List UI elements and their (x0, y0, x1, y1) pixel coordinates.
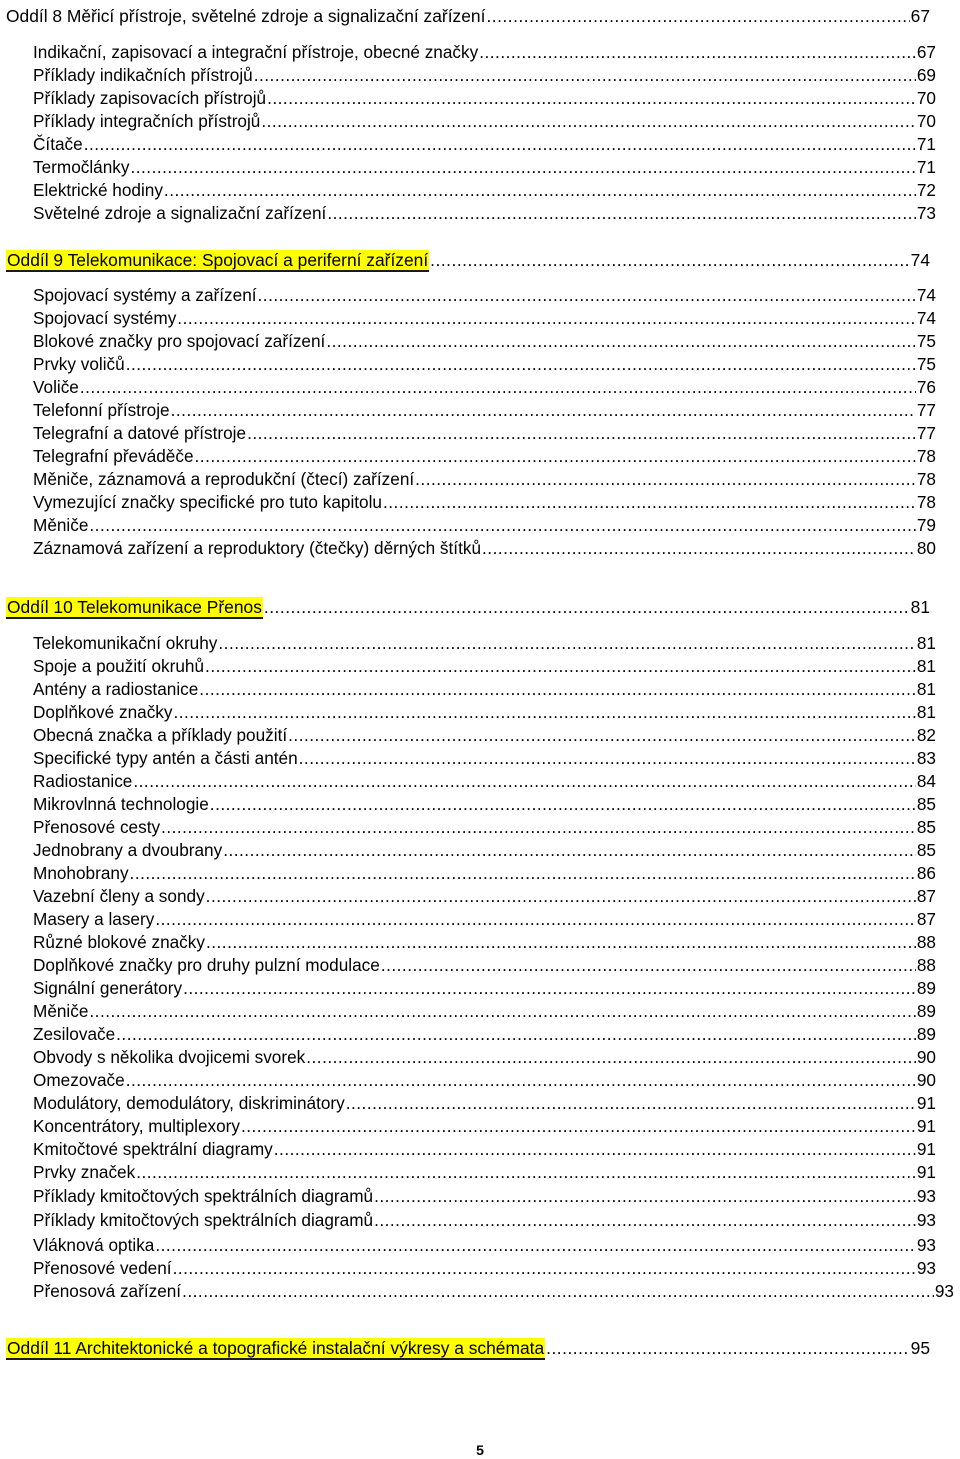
dot-leader (206, 886, 916, 907)
toc-entry[interactable] (33, 771, 936, 792)
toc-entry-label: Měniče (33, 1001, 89, 1021)
toc-entry[interactable] (33, 1047, 936, 1068)
dot-leader (173, 702, 915, 723)
dot-leader (182, 1281, 934, 1302)
toc-entry-label: Příklady kmitočtových spektrálních diagramů (33, 1210, 374, 1230)
toc-entry-label: Obvody s několika dvojicemi svorek (33, 1047, 306, 1067)
toc-page-number: 93 (916, 1235, 936, 1255)
toc-section-heading[interactable] (6, 6, 930, 27)
toc-page-number: 88 (916, 932, 936, 952)
dot-leader (218, 633, 915, 654)
dot-leader (546, 1338, 910, 1359)
toc-entry-label: Prvky značek (33, 1162, 136, 1182)
toc-entry-label: Měniče, záznamová a reprodukční (čtecí) zařízení (33, 469, 415, 489)
dot-leader (84, 134, 916, 155)
toc-entry[interactable] (33, 863, 936, 884)
toc-page-number: 77 (916, 400, 936, 420)
dot-leader (116, 1024, 916, 1045)
toc-entry[interactable] (33, 1139, 936, 1160)
toc-entry[interactable] (33, 1186, 936, 1207)
toc-entry-label: Vazební členy a sondy (33, 886, 205, 906)
toc-entry-label: Telegrafní převáděče (33, 446, 194, 466)
toc-entry[interactable] (33, 308, 936, 329)
toc-entry[interactable] (33, 203, 936, 224)
dot-leader (258, 285, 916, 306)
toc-entry-label: Různé blokové značky (33, 932, 205, 952)
page-number: 5 (476, 1442, 484, 1458)
toc-page-number: 95 (910, 1338, 930, 1358)
toc-page-number: 67 (910, 6, 930, 26)
toc-entry[interactable] (33, 978, 936, 999)
toc-section-heading[interactable] (6, 1338, 930, 1359)
toc-entry-label: Příklady indikačních přístrojů (33, 65, 253, 85)
toc-entry[interactable] (33, 111, 936, 132)
dot-leader (133, 771, 916, 792)
toc-page-number: 74 (916, 285, 936, 305)
toc-entry[interactable] (33, 515, 936, 536)
toc-page-number: 70 (916, 111, 936, 131)
dot-leader (482, 538, 916, 559)
toc-entry-label: Blokové značky pro spojovací zařízení (33, 331, 326, 351)
toc-entry[interactable] (33, 725, 936, 746)
toc-page-number: 93 (916, 1186, 936, 1206)
toc-page-number: 90 (916, 1070, 936, 1090)
toc-entry[interactable] (33, 492, 936, 513)
toc-entry[interactable] (33, 1093, 936, 1114)
toc-page-number: 78 (916, 469, 936, 489)
dot-leader (130, 157, 915, 178)
dot-leader (205, 656, 916, 677)
toc-entry[interactable] (33, 1281, 954, 1302)
toc-entry[interactable] (33, 1024, 936, 1045)
toc-entry-label: Spojovací systémy (33, 308, 177, 328)
toc-entry[interactable] (33, 909, 936, 930)
dot-leader (241, 1116, 916, 1137)
toc-page-number: 84 (916, 771, 936, 791)
toc-page-number: 81 (916, 702, 936, 722)
toc-page-number: 69 (916, 65, 936, 85)
toc-entry[interactable] (33, 1116, 936, 1137)
toc-entry-label: Obecná značka a příklady použití (33, 725, 288, 745)
toc-entry-label: Mikrovlnná technologie (33, 794, 209, 814)
dot-leader (130, 863, 916, 884)
toc-entry-label: Telekomunikační okruhy (33, 633, 218, 653)
toc-page-number: 70 (916, 88, 936, 108)
toc-entry[interactable] (33, 955, 936, 976)
toc-entry[interactable] (33, 817, 936, 838)
toc-entry[interactable] (33, 1070, 936, 1091)
toc-page-number: 93 (916, 1258, 936, 1278)
toc-page-number: 81 (916, 633, 936, 653)
toc-entry-label: Příklady zapisovacích přístrojů (33, 88, 267, 108)
toc-entry[interactable] (33, 840, 936, 861)
toc-page-number: 89 (916, 1024, 936, 1044)
toc-entry-label: Přenosové vedení (33, 1258, 172, 1278)
toc-entry-label: Elektrické hodiny (33, 180, 163, 200)
dot-leader (274, 1139, 916, 1160)
toc-page-number: 80 (916, 538, 936, 558)
dot-leader (173, 1258, 916, 1279)
toc-page-number: 72 (916, 180, 936, 200)
toc-entry[interactable] (33, 794, 936, 815)
toc-page-number: 93 (934, 1281, 954, 1301)
toc-entry-label: Doplňkové značky (33, 702, 173, 722)
toc-entry[interactable] (33, 285, 936, 306)
dot-leader (374, 1210, 916, 1231)
dot-leader (206, 932, 916, 953)
toc-entry-label: Indikační, zapisovací a integrační přístroje, obecné značky (33, 42, 479, 62)
toc-entry[interactable] (33, 1001, 936, 1022)
toc-page-number: 74 (916, 308, 936, 328)
toc-entry[interactable] (33, 1162, 936, 1183)
toc-entry[interactable] (33, 748, 936, 769)
toc-page-number: 85 (916, 794, 936, 814)
toc-entry-label: Masery a lasery (33, 909, 155, 929)
toc-entry[interactable] (33, 1210, 936, 1231)
toc-entry-label: Antény a radiostanice (33, 679, 199, 699)
toc-section-label: Oddíl 8 Měřicí přístroje, světelné zdroje a signalizační zařízení (6, 6, 486, 26)
dot-leader (264, 597, 910, 618)
toc-page-number: 83 (916, 748, 936, 768)
toc-entry-label: Vymezující značky specifické pro tuto kapitolu (33, 492, 382, 512)
toc-page-number: 71 (916, 134, 936, 154)
dot-leader (126, 354, 916, 375)
toc-entry-label: Záznamová zařízení a reproduktory (čtečky) děrných štítků (33, 538, 482, 558)
toc-entry[interactable] (33, 88, 936, 109)
dot-leader (299, 748, 916, 769)
toc-entry-label: Omezovače (33, 1070, 125, 1090)
dot-leader (177, 308, 916, 329)
toc-page-number: 76 (916, 377, 936, 397)
dot-leader (326, 331, 916, 352)
toc-page-number: 81 (916, 656, 936, 676)
toc-entry-label: Voliče (33, 377, 79, 397)
toc-entry-label: Termočlánky (33, 157, 130, 177)
toc-page-number: 91 (916, 1162, 936, 1182)
dot-leader (126, 1070, 916, 1091)
toc-entry-label: Mnohobrany (33, 863, 129, 883)
toc-page-number: 89 (916, 1001, 936, 1021)
toc-entry[interactable] (33, 656, 936, 677)
toc-page-number: 75 (916, 354, 936, 374)
dot-leader (383, 492, 916, 513)
dot-leader (155, 909, 916, 930)
toc-page-number: 77 (916, 423, 936, 443)
dot-leader (247, 423, 916, 444)
dot-leader (288, 725, 916, 746)
toc-entry[interactable] (33, 65, 936, 86)
toc-entry-label: Přenosové cesty (33, 817, 161, 837)
toc-entry-label: Kmitočtové spektrální diagramy (33, 1139, 273, 1159)
toc-page-number: 78 (916, 492, 936, 512)
toc-entry-label: Vláknová optika (33, 1235, 155, 1255)
dot-leader (261, 111, 916, 132)
toc-entry-label: Spoje a použití okruhů (33, 656, 205, 676)
dot-leader (183, 978, 916, 999)
toc-entry[interactable] (33, 932, 936, 953)
toc-entry[interactable] (33, 331, 936, 352)
toc-entry[interactable] (33, 1258, 936, 1279)
toc-entry-label: Koncentrátory, multiplexory (33, 1116, 240, 1136)
toc-page-number: 90 (916, 1047, 936, 1067)
dot-leader (171, 400, 916, 421)
toc-entry-label: Specifické typy antén a části antén (33, 748, 298, 768)
dot-leader (381, 955, 916, 976)
toc-entry[interactable] (33, 42, 936, 63)
toc-page-number: 93 (916, 1210, 936, 1230)
dot-leader (430, 250, 910, 271)
toc-page-number: 91 (916, 1116, 936, 1136)
dot-leader (306, 1047, 916, 1068)
toc-section-label: Oddíl 11 Architektonické a topografické instalační výkresy a schémata (7, 1338, 545, 1358)
toc-entry-label: Radiostanice (33, 771, 133, 791)
toc-entry-label: Zesilovače (33, 1024, 116, 1044)
dot-leader (155, 1235, 916, 1256)
toc-entry[interactable] (33, 633, 936, 654)
toc-entry[interactable] (33, 1235, 936, 1256)
toc-entry-label: Spojovací systémy a zařízení (33, 285, 257, 305)
dot-leader (415, 469, 916, 490)
dot-leader (486, 6, 909, 27)
toc-page-number: 82 (916, 725, 936, 745)
toc-page-number: 67 (916, 42, 936, 62)
toc-entry[interactable] (33, 400, 936, 421)
toc-page-number: 78 (916, 446, 936, 466)
toc-page-number: 86 (916, 863, 936, 883)
toc-section-label: Oddíl 9 Telekomunikace: Spojovací a periferní zařízení (7, 250, 429, 270)
toc-entry-label: Příklady integračních přístrojů (33, 111, 261, 131)
toc-page-number: 75 (916, 331, 936, 351)
toc-entry-label: Signální generátory (33, 978, 183, 998)
toc-entry[interactable] (33, 886, 936, 907)
toc-page-number: 73 (916, 203, 936, 223)
toc-page-number: 87 (916, 886, 936, 906)
toc-entry-label: Jednobrany a dvoubrany (33, 840, 223, 860)
toc-page-number: 71 (916, 157, 936, 177)
dot-leader (161, 817, 916, 838)
toc-page-number: 81 (916, 679, 936, 699)
toc-page-number: 85 (916, 840, 936, 860)
toc-entry-label: Příklady kmitočtových spektrálních diagramů (33, 1186, 374, 1206)
toc-entry-label: Telegrafní a datové přístroje (33, 423, 247, 443)
toc-entry-label: Doplňkové značky pro druhy pulzní modulace (33, 955, 380, 975)
toc-entry-label: Prvky voličů (33, 354, 125, 374)
dot-leader (89, 1001, 915, 1022)
toc-entry-label: Modulátory, demodulátory, diskriminátory (33, 1093, 345, 1113)
dot-leader (254, 65, 916, 86)
toc-section-heading[interactable] (6, 597, 930, 618)
toc-entry-label: Světelné zdroje a signalizační zařízení (33, 203, 327, 223)
toc-page-number: 85 (916, 817, 936, 837)
toc-section-heading[interactable] (6, 250, 930, 271)
toc-entry-label: Měniče (33, 515, 89, 535)
toc-page-number: 79 (916, 515, 936, 535)
toc-page-number: 74 (910, 250, 930, 270)
toc-entry-label: Přenosová zařízení (33, 1281, 182, 1301)
dot-leader (199, 679, 916, 700)
toc-page-number: 89 (916, 978, 936, 998)
toc-entry[interactable] (33, 354, 936, 375)
toc-entry[interactable] (33, 679, 936, 700)
toc-entry[interactable] (33, 469, 936, 490)
toc-entry[interactable] (33, 134, 936, 155)
toc-entry[interactable] (33, 446, 936, 467)
toc-page-number: 91 (916, 1139, 936, 1159)
dot-leader (195, 446, 916, 467)
toc-entry[interactable] (33, 538, 936, 559)
dot-leader (346, 1093, 916, 1114)
dot-leader (136, 1162, 916, 1183)
toc-page-number: 87 (916, 909, 936, 929)
toc-entry[interactable] (33, 180, 936, 201)
toc-page-number: 88 (916, 955, 936, 975)
dot-leader (89, 515, 915, 536)
dot-leader (164, 180, 916, 201)
dot-leader (223, 840, 916, 861)
toc-entry[interactable] (33, 157, 936, 178)
dot-leader (267, 88, 916, 109)
dot-leader (210, 794, 916, 815)
toc-entry-label: Čítače (33, 134, 83, 154)
dot-leader (479, 42, 916, 63)
toc-page-number: 81 (910, 597, 930, 617)
dot-leader (374, 1186, 916, 1207)
toc-entry[interactable] (33, 702, 936, 723)
toc-entry-label: Telefonní přístroje (33, 400, 170, 420)
toc-page-number: 91 (916, 1093, 936, 1113)
toc-entry[interactable] (33, 377, 936, 398)
dot-leader (80, 377, 916, 398)
dot-leader (327, 203, 916, 224)
toc-entry[interactable] (33, 423, 936, 444)
toc-section-label: Oddíl 10 Telekomunikace Přenos (7, 597, 262, 617)
